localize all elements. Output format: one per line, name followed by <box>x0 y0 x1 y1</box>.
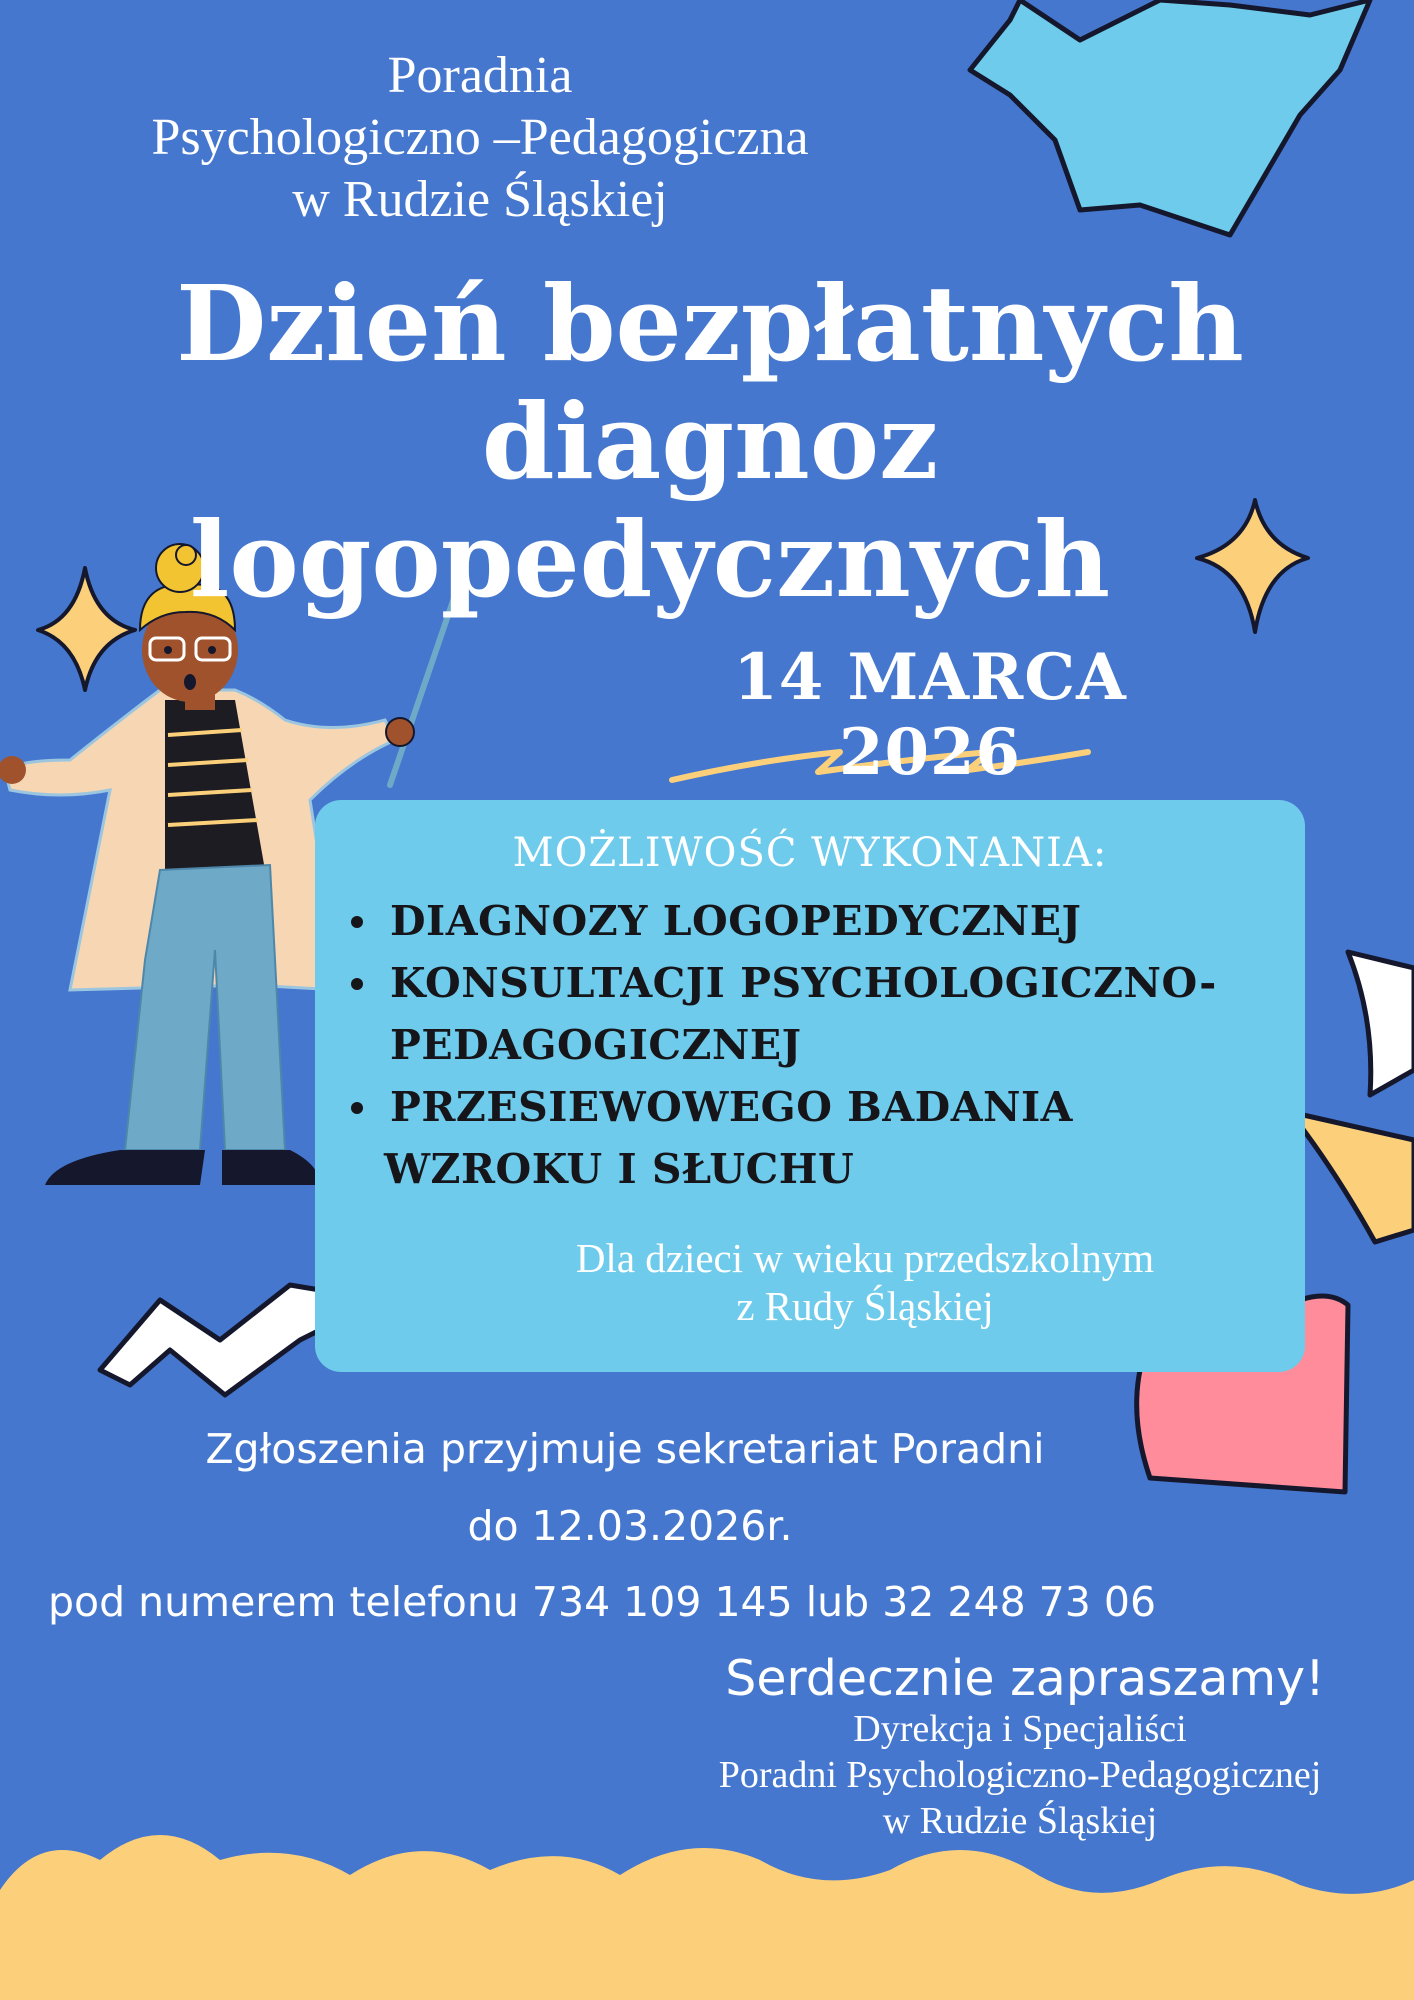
service-item-speech-diagnosis <box>345 890 1295 952</box>
org-line-3: w Rudzie Śląskiej <box>292 171 668 228</box>
organization-header <box>40 45 920 231</box>
services-box <box>315 800 1305 1372</box>
target-audience <box>485 1234 1245 1330</box>
white-squiggle-shape <box>100 1285 320 1395</box>
signature-line-1: Dyrekcja i Specjaliści <box>853 1708 1187 1750</box>
registration-deadline: do 12.03.2026r. <box>467 1502 793 1550</box>
service-item-screening <box>345 1076 1295 1200</box>
white-triangle-shape <box>1348 952 1414 1095</box>
service-item-line: WZROKU I SŁUCHU <box>384 1145 855 1193</box>
title-line-3: logopedycznych <box>189 498 1111 621</box>
invitation-text: Serdecznie zapraszamy! <box>725 1650 1325 1707</box>
service-item-line: PEDAGOGICZNEJ <box>390 1021 802 1069</box>
yellow-triangle-shape <box>1290 1112 1414 1242</box>
title-line-2: diagnoz <box>481 380 939 503</box>
service-item-line: KONSULTACJI PSYCHOLOGICZNO- <box>390 959 1217 1007</box>
sparkle-left-shape <box>38 568 135 690</box>
footer-wave-shape <box>0 1835 1414 2000</box>
title-line-1: Dzień bezpłatnych <box>176 262 1244 385</box>
phone-numbers: pod numerem telefonu 734 109 145 lub 32 248 73 06 <box>48 1578 1157 1626</box>
signature-line-2: Poradni Psychologiczno-Pedagogicznej <box>718 1754 1322 1796</box>
services-list <box>345 890 1295 1200</box>
org-line-2: Psychologiczno –Pedagogiczna <box>151 109 809 166</box>
signature-line-3: w Rudzie Śląskiej <box>882 1800 1158 1842</box>
event-title <box>160 262 1260 621</box>
audience-line-1: Dla dzieci w wieku przedszkolnym <box>575 1235 1155 1281</box>
service-item-line: PRZESIEWOWEGO BADANIA <box>390 1083 1073 1131</box>
org-line-1: Poradnia <box>387 47 573 104</box>
star-shape <box>970 0 1370 235</box>
signature <box>640 1706 1400 1844</box>
service-item-line: DIAGNOZY LOGOPEDYCZNEJ <box>390 897 1082 945</box>
services-heading: MOŻLIWOŚĆ WYKONANIA: <box>512 830 1108 876</box>
registration-info: Zgłoszenia przyjmuje sekretariat Poradni <box>205 1425 1045 1473</box>
event-date: 14 MARCA 2026 <box>733 640 1127 790</box>
audience-line-2: z Rudy Śląskiej <box>736 1283 994 1329</box>
service-item-consultation <box>345 952 1295 1076</box>
